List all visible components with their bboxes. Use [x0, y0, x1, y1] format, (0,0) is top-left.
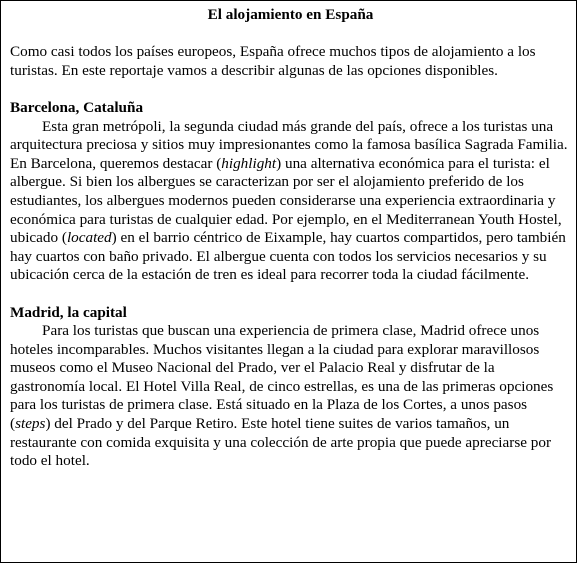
body-text: Esta gran metrópoli, la segunda ciudad más grande del país, ofrece a los turistas una arquitectura preciosa y sitios muy impresionantes como la famosa basílica Sagrada Familia. En Barcelona, queremos destacar (: [10, 117, 568, 172]
section-body-barcelona: [10, 118, 571, 285]
section-barcelona: [10, 99, 571, 285]
body-text: ) del Prado y del Parque Retiro. Este hotel tiene suites de varios tamaños, un restaurante con comida exquisita y una colección de arte propia que puede apreciarse por todo el hotel.: [10, 415, 552, 470]
section-body-madrid: [10, 322, 571, 471]
body-text: ) una alternativa económica para el turista: el albergue. Si bien los albergues se caracterizan por ser el alojamiento preferido de los estudiantes, los albergues modernos pueden considerarse una experiencia extraordinaria y económica para turistas de cualquier edad. Por ejemplo, en el Mediterranean Youth Hostel, ubicado (: [10, 154, 562, 247]
body-text: Para los turistas que buscan una experiencia de primera clase, Madrid ofrece unos hoteles incomparables. Muchos visitantes llegan a la ciudad para explorar maravillosos museos como el Museo Nacional del Prado, ver el Palacio Real y disfrutar de la gastronomía local. El Hotel Villa Real, de cinco estrellas, es una de las primeras opciones para los turistas de primera clase. Está situado en la Plaza de los Cortes, a unos pasos (: [10, 322, 554, 433]
gloss-steps: steps: [15, 415, 46, 433]
section-heading-barcelona: Barcelona, Cataluña: [10, 98, 144, 116]
document-title: El alojamiento en España: [207, 6, 374, 23]
intro-paragraph: Como casi todos los países europeos, España ofrece muchos tipos de alojamiento a los turistas. En este reportaje vamos a describir algunas de las opciones disponibles.: [10, 43, 536, 79]
gloss-highlight: highlight: [221, 154, 277, 172]
section-madrid: [10, 304, 571, 471]
body-text: ) en el barrio céntrico de Eixample, hay cuartos compartidos, pero también hay cuartos con baño privado. El albergue cuenta con todos los servicios necesarios y su ubicación cerca de la estación de tren es ideal para recorrer toda la ciudad fácilmente.: [10, 229, 566, 284]
gloss-located: located: [66, 229, 112, 247]
section-heading-madrid: Madrid, la capital: [10, 303, 127, 321]
